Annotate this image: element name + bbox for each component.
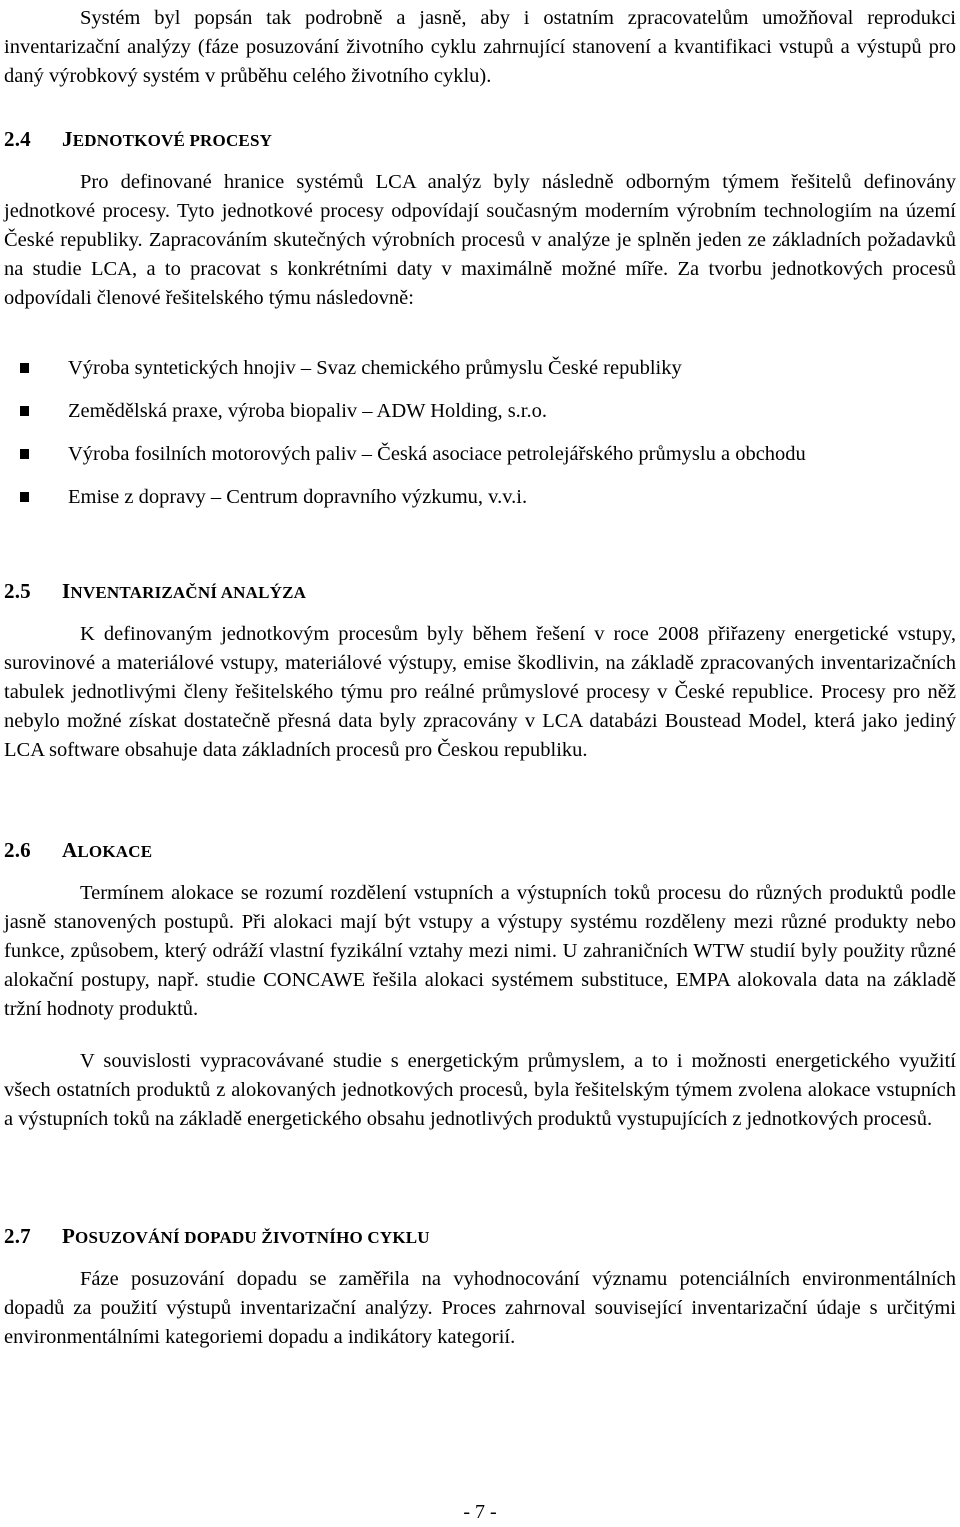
intro-text: Systém byl popsán tak podrobně a jasně, aby i ostatním zpracovatelům umožňoval reprodukci inventarizační analýzy (fáze posuzování životního cyklu zahrnující stanovení a kvantifikaci vstupů a výstupů pro daný výrobkový systém v průběhu celého životního cyklu). — [4, 7, 956, 87]
list-item: Výroba fosilních motorových paliv – Česká asociace petrolejářského průmyslu a obchodu — [4, 440, 956, 469]
section-title-initial: J — [62, 127, 73, 151]
section-title-rest: EDNOTKOVÉ PROCESY — [72, 131, 273, 150]
section-2-6-body — [4, 879, 956, 1134]
responsibility-list — [4, 354, 956, 512]
section-2-7-body — [4, 1265, 956, 1352]
paragraph: V souvislosti vypracovávané studie s energetickým průmyslem, a to i možnosti energetického využití všech ostatních produktů z alokovaných jednotkových procesů, byla řešitelským týmem zvolena alokace vstupních a výstupních toků na základě energetického obsahu jednotlivých produktů vystupujících z jednotkových procesů. — [4, 1050, 956, 1130]
paragraph: Pro definované hranice systémů LCA analýz byly následně odborným týmem řešitelů definovány jednotkové procesy. Tyto jednotkové procesy odpovídají současným moderním výrobním technologiím na území České republiky. Zapracováním skutečných výrobních procesů v analýze je splněn jeden ze základních požadavků na studie LCA, a to pracovat s konkrétními daty v maximálně možné míře. Za tvorbu jednotkových procesů odpovídali členové řešitelského týmu následovně: — [4, 171, 956, 309]
paragraph: Termínem alokace se rozumí rozdělení vstupních a výstupních toků procesu do různých produktů podle jasně stanovených postupů. Při alokaci mají být vstupy a výstupy systému rozděleny mezi různé produkty nebo funkce, způsobem, který odráží vlastní fyzikální vztahy mezi nimi. U zahraničních WTW studií byly použity různé alokační postupy, např. studie CONCAWE řešila alokaci systémem substituce, EMPA alokovala data na základě tržní hodnoty produktů. — [4, 882, 956, 1020]
section-title-initial: A — [62, 838, 78, 862]
section-heading-2-4 — [4, 125, 272, 155]
section-title-initial: P — [62, 1224, 76, 1248]
bullet-square-icon — [20, 449, 29, 459]
section-number: 2.4 — [4, 127, 31, 151]
intro-paragraph — [4, 4, 956, 91]
section-number: 2.6 — [4, 838, 31, 862]
bullet-square-icon — [20, 363, 29, 373]
section-title-rest: LOKACE — [77, 842, 153, 861]
paragraph: Fáze posuzování dopadu se zaměřila na vyhodnocování významu potenciálních environmentálních dopadů za použití výstupů inventarizační analýzy. Proces zahrnoval související inventarizační údaje s určitými environmentálními kategoriemi dopadu a indikátory kategorií. — [4, 1268, 956, 1348]
page-number: - 7 - — [463, 1501, 497, 1523]
section-title-initial: I — [62, 579, 71, 603]
bullet-square-icon — [20, 406, 29, 416]
list-item: Výroba syntetických hnojiv – Svaz chemického průmyslu České republiky — [4, 354, 956, 383]
section-title-rest: NVENTARIZAČNÍ ANALÝZA — [70, 583, 307, 602]
paragraph: K definovaným jednotkovým procesům byly během řešení v roce 2008 přiřazeny energetické vstupy, surovinové a materiálové vstupy, materiálové výstupy, emise škodlivin, na základě zpracovaných inventarizačních tabulek jednotlivými členy řešitelského týmu pro reálné průmyslové procesy v České republice. Procesy pro něž nebylo možné získat dostatečně přesná data byly zpracovány v LCA databázi Boustead Model, která jako jediný LCA software obsahuje data základních procesů pro Českou republiku. — [4, 623, 956, 761]
section-heading-2-5 — [4, 577, 306, 607]
section-2-5-body — [4, 620, 956, 765]
section-number: 2.5 — [4, 579, 31, 603]
section-heading-2-7 — [4, 1222, 430, 1252]
bullet-square-icon — [20, 492, 29, 502]
section-title-rest: OSUZOVÁNÍ DOPADU ŽIVOTNÍHO CYKLU — [75, 1228, 430, 1247]
list-item: Zemědělská praxe, výroba biopaliv – ADW Holding, s.r.o. — [4, 397, 956, 426]
section-heading-2-6 — [4, 836, 152, 866]
section-number: 2.7 — [4, 1224, 31, 1248]
list-item: Emise z dopravy – Centrum dopravního výzkumu, v.v.i. — [4, 483, 956, 512]
section-2-4-body — [4, 168, 956, 313]
